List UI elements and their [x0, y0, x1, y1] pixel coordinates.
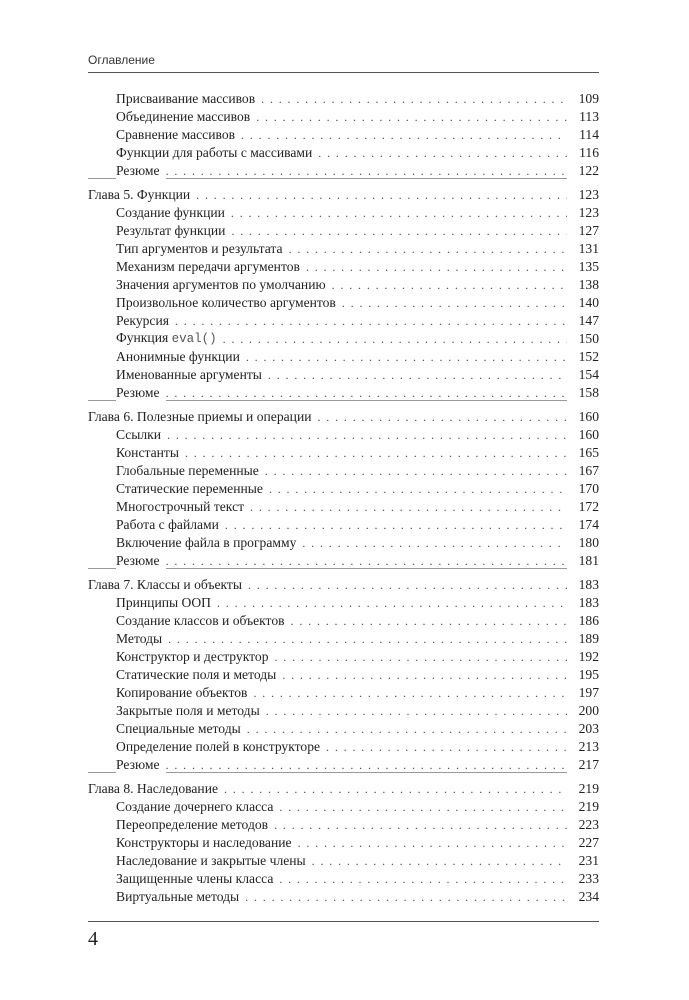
toc-entry-title: [116, 853, 312, 869]
toc-entry-page: 183: [567, 577, 599, 593]
toc-entry-title: [116, 463, 265, 479]
toc-section-entry[interactable]: [88, 239, 599, 257]
dot-leader: [282, 667, 567, 683]
dot-leader: [166, 553, 567, 569]
toc-section-entry[interactable]: [88, 89, 599, 107]
toc-section-entry[interactable]: [88, 737, 599, 755]
toc-entry-title: [116, 721, 247, 737]
dot-leader: [318, 145, 567, 161]
dot-leader: [185, 445, 567, 461]
dot-leader: [224, 781, 567, 797]
toc-entry-title: [116, 481, 269, 497]
toc-section-entry[interactable]: [88, 443, 599, 461]
dot-leader: [223, 331, 567, 347]
toc-chapter-entry[interactable]: [88, 779, 599, 797]
toc-entry-title: [116, 127, 241, 143]
toc-section-entry[interactable]: [88, 851, 599, 869]
toc-entry-title: [116, 799, 279, 815]
toc-entry-page: 122: [567, 163, 599, 179]
toc-entry-text: Функции для работы с массивами: [116, 145, 313, 160]
dot-leader: [312, 853, 567, 869]
toc-entry-text: Включение файла в программу: [116, 535, 297, 550]
toc-entry-page: 183: [567, 595, 599, 611]
toc-section-entry[interactable]: [88, 869, 599, 887]
toc-entry-page: 219: [567, 799, 599, 815]
toc-entry-title: [116, 871, 279, 887]
toc-entry-title: [116, 163, 166, 179]
toc-section-entry[interactable]: [88, 329, 599, 347]
toc-section-entry[interactable]: [88, 275, 599, 293]
toc-section-entry[interactable]: [88, 815, 599, 833]
dot-leader: [231, 223, 567, 239]
toc-entry-text: Произвольное количество аргументов: [116, 295, 336, 310]
toc-entry-text: Конструктор и деструктор: [116, 649, 269, 664]
toc-entry-title: [88, 781, 224, 797]
toc-section-entry[interactable]: [88, 365, 599, 383]
toc-entry-text: Создание дочернего класса: [116, 799, 274, 814]
toc-entry-page: 167: [567, 463, 599, 479]
toc-entry-text: Объединение массивов: [116, 109, 251, 124]
toc-entry-title: [116, 553, 166, 569]
toc-entry-page: 217: [567, 757, 599, 773]
toc-entry-title: [116, 330, 223, 347]
dot-leader: [342, 295, 567, 311]
toc-section-entry[interactable]: [88, 533, 599, 551]
header-rule: [88, 72, 599, 73]
toc-entry-page: 195: [567, 667, 599, 683]
toc-entry-text: Конструкторы и наследование: [116, 835, 292, 850]
toc-entry-page: 116: [567, 145, 599, 161]
toc-entry-title: [116, 649, 275, 665]
toc-entry-page: 227: [567, 835, 599, 851]
dot-leader: [166, 757, 567, 773]
toc-entry-text: Резюме: [116, 385, 160, 400]
toc-entry-text: Наследование и закрытые члены: [116, 853, 306, 868]
dot-leader: [225, 517, 567, 533]
toc-entry-text: Константы: [116, 445, 179, 460]
toc-entry-page: 219: [567, 781, 599, 797]
toc-entry-page: 174: [567, 517, 599, 533]
toc-entry-page: 138: [567, 277, 599, 293]
toc-entry-title: [116, 595, 217, 611]
toc-entry-page: 170: [567, 481, 599, 497]
toc-entry-title: [116, 631, 168, 647]
toc-entry-text: Значения аргументов по умолчанию: [116, 277, 326, 292]
dot-leader: [279, 871, 567, 887]
toc-entry-title: [88, 577, 248, 593]
toc-entry-page: 123: [567, 205, 599, 221]
toc-entry-page: 152: [567, 349, 599, 365]
toc-entry-text: Результат функции: [116, 223, 226, 238]
toc-entry-title: [116, 445, 185, 461]
toc-entry-title: [116, 145, 318, 161]
toc-section-entry[interactable]: [88, 629, 599, 647]
dot-leader: [217, 595, 567, 611]
toc-section-entry[interactable]: [88, 221, 599, 239]
toc-entry-text: Защищенные члены класса: [116, 871, 274, 886]
dot-leader: [269, 481, 567, 497]
toc-chapter-entry[interactable]: [88, 407, 599, 425]
toc-section-entry[interactable]: [88, 311, 599, 329]
toc-section-entry[interactable]: [88, 461, 599, 479]
toc-entry-page: 160: [567, 409, 599, 425]
toc-entry-text: Виртуальные методы: [116, 889, 240, 904]
toc-entry-text: Рекурсия: [116, 313, 169, 328]
toc-entry-page: 140: [567, 295, 599, 311]
toc-entry-title: [116, 757, 166, 773]
toc-entry-text: Сравнение массивов: [116, 127, 236, 142]
toc-section-entry[interactable]: [88, 683, 599, 701]
toc-entry-text: Глобальные переменные: [116, 463, 259, 478]
toc-entry-page: 181: [567, 553, 599, 569]
footer-rule: [88, 921, 599, 922]
toc-section-entry[interactable]: [88, 161, 599, 179]
toc-entry-title: [116, 223, 231, 239]
toc-section-entry[interactable]: [88, 293, 599, 311]
dot-leader: [265, 463, 567, 479]
dot-leader: [196, 187, 567, 203]
dot-leader: [248, 577, 567, 593]
dot-leader: [167, 427, 567, 443]
toc-entry-title: [116, 349, 246, 365]
toc-entry-title: [116, 277, 332, 293]
dot-leader: [261, 91, 567, 107]
toc-entry-page: 233: [567, 871, 599, 887]
toc-entry-text: Глава 8. Наследование: [88, 781, 219, 796]
dot-leader: [241, 127, 567, 143]
dot-leader: [326, 739, 567, 755]
toc-entry-page: 186: [567, 613, 599, 629]
toc-section-entry[interactable]: [88, 797, 599, 815]
toc-entry-text: Статические переменные: [116, 481, 263, 496]
toc-entry-page: 109: [567, 91, 599, 107]
toc-section-entry[interactable]: [88, 647, 599, 665]
toc-entry-text: Копирование объектов: [116, 685, 248, 700]
dot-leader: [274, 817, 567, 833]
toc-entry-page: 123: [567, 187, 599, 203]
dot-leader: [250, 499, 567, 515]
toc-entry-title: [116, 385, 166, 401]
toc-entry-text: Механизм передачи аргументов: [116, 259, 300, 274]
dot-leader: [289, 241, 567, 257]
toc-section-entry[interactable]: [88, 833, 599, 851]
dot-leader: [298, 835, 567, 851]
toc-section-entry[interactable]: [88, 551, 599, 569]
toc-entry-text: Методы: [116, 631, 163, 646]
dot-leader: [306, 259, 567, 275]
toc-entry-page: 197: [567, 685, 599, 701]
toc-entry-title: [116, 109, 256, 125]
toc-entry-page: 231: [567, 853, 599, 869]
toc-entry-text: Работа с файлами: [116, 517, 219, 532]
dot-leader: [291, 613, 567, 629]
toc-section-entry[interactable]: [88, 515, 599, 533]
toc-entry-page: 203: [567, 721, 599, 737]
toc-section-entry[interactable]: [88, 755, 599, 773]
toc-entry-text: Создание классов и объектов: [116, 613, 285, 628]
toc-entry-page: 223: [567, 817, 599, 833]
toc-entry-text: Принципы ООП: [116, 595, 211, 610]
toc-entry-title: [116, 241, 289, 257]
page-number: 4: [88, 928, 98, 950]
dot-leader: [318, 409, 568, 425]
toc-entry-title: [116, 835, 298, 851]
dot-leader: [279, 799, 567, 815]
toc-section-entry[interactable]: [88, 479, 599, 497]
toc-entry-title: [116, 367, 268, 383]
toc-entry-text: Резюме: [116, 553, 160, 568]
toc-entry-title: [116, 739, 326, 755]
dot-leader: [275, 649, 568, 665]
dot-leader: [268, 367, 567, 383]
toc-entry-title: [116, 817, 274, 833]
toc-entry-text: Определение полей в конструкторе: [116, 739, 321, 754]
dot-leader: [245, 889, 567, 905]
toc-entry-text: Ссылки: [116, 427, 162, 442]
toc-entry-title: [116, 685, 253, 701]
toc-entry-title: [116, 295, 342, 311]
toc-entry-text: Глава 5. Функции: [88, 187, 191, 202]
toc-section-entry[interactable]: [88, 107, 599, 125]
toc-entry-title: [116, 535, 302, 551]
toc-entry-title: [116, 517, 225, 533]
toc-entry-title: [116, 703, 266, 719]
toc-entry-title: [88, 187, 196, 203]
toc-entry-text: Многострочный текст: [116, 499, 245, 514]
toc-entry-page: 160: [567, 427, 599, 443]
toc-entry-title: [116, 313, 175, 329]
toc-entry-page: 213: [567, 739, 599, 755]
toc-entry-page: 114: [567, 127, 599, 143]
toc-entry-code: eval(): [171, 332, 217, 346]
dot-leader: [166, 163, 567, 179]
toc-entry-text: Резюме: [116, 757, 160, 772]
toc-entry-page: 200: [567, 703, 599, 719]
toc-section-entry[interactable]: [88, 701, 599, 719]
toc-entry-text: Тип аргументов и результата: [116, 241, 283, 256]
toc-entry-text: Присваивание массивов: [116, 91, 256, 106]
toc-section-entry[interactable]: [88, 611, 599, 629]
toc-section-entry[interactable]: [88, 719, 599, 737]
toc-entry-page: 180: [567, 535, 599, 551]
toc-entry-title: [116, 205, 231, 221]
toc-section-entry[interactable]: [88, 347, 599, 365]
toc-entry-text: Закрытые поля и методы: [116, 703, 260, 718]
toc-entry-text: Именованные аргументы: [116, 367, 262, 382]
toc-section-entry[interactable]: [88, 665, 599, 683]
toc-section-entry[interactable]: [88, 497, 599, 515]
toc-section-entry[interactable]: [88, 593, 599, 611]
toc-entry-page: 131: [567, 241, 599, 257]
dot-leader: [302, 535, 567, 551]
toc-entry-text: Резюме: [116, 163, 160, 178]
dot-leader: [166, 385, 567, 401]
dot-leader: [256, 109, 567, 125]
toc-entry-page: 147: [567, 313, 599, 329]
toc-entry-page: 113: [567, 109, 599, 125]
toc-entry-page: 154: [567, 367, 599, 383]
toc-entry-page: 127: [567, 223, 599, 239]
toc-entry-text: Переопределение методов: [116, 817, 269, 832]
toc-entry-text: Создание функции: [116, 205, 225, 220]
dot-leader: [168, 631, 567, 647]
toc-entry-title: [88, 409, 318, 425]
toc-chapter-entry[interactable]: [88, 575, 599, 593]
toc-section-entry[interactable]: [88, 425, 599, 443]
toc-section-entry[interactable]: [88, 887, 599, 905]
toc-entry-text: Функция: [116, 330, 172, 345]
toc-entry-text: Специальные методы: [116, 721, 241, 736]
toc-entry-page: 165: [567, 445, 599, 461]
toc-entry-title: [116, 889, 245, 905]
toc-entry-page: 192: [567, 649, 599, 665]
dot-leader: [231, 205, 567, 221]
toc-entry-title: [116, 427, 167, 443]
running-header: Оглавление: [88, 53, 155, 67]
dot-leader: [247, 721, 567, 737]
toc-entry-page: 189: [567, 631, 599, 647]
toc-entry-title: [116, 667, 282, 683]
toc-entry-title: [116, 91, 261, 107]
toc-entry-title: [116, 613, 291, 629]
dot-leader: [246, 349, 567, 365]
toc-section-entry[interactable]: [88, 203, 599, 221]
toc-section-entry[interactable]: [88, 125, 599, 143]
dot-leader: [253, 685, 567, 701]
toc-section-entry[interactable]: [88, 383, 599, 401]
toc-entry-text: Статические поля и методы: [116, 667, 277, 682]
toc-entry-page: 172: [567, 499, 599, 515]
toc-chapter-entry[interactable]: [88, 185, 599, 203]
toc-entry-page: 150: [567, 331, 599, 347]
toc-section-entry[interactable]: [88, 257, 599, 275]
toc-entry-text: Анонимные функции: [116, 349, 240, 364]
toc-section-entry[interactable]: [88, 143, 599, 161]
dot-leader: [266, 703, 567, 719]
toc-entry-page: 158: [567, 385, 599, 401]
toc-entry-text: Глава 6. Полезные приемы и операции: [88, 409, 312, 424]
toc-entry-title: [116, 259, 306, 275]
dot-leader: [175, 313, 567, 329]
toc-entry-text: Глава 7. Классы и объекты: [88, 577, 243, 592]
toc-entry-page: 234: [567, 889, 599, 905]
toc-entry-title: [116, 499, 250, 515]
toc-entry-page: 135: [567, 259, 599, 275]
dot-leader: [332, 277, 567, 293]
